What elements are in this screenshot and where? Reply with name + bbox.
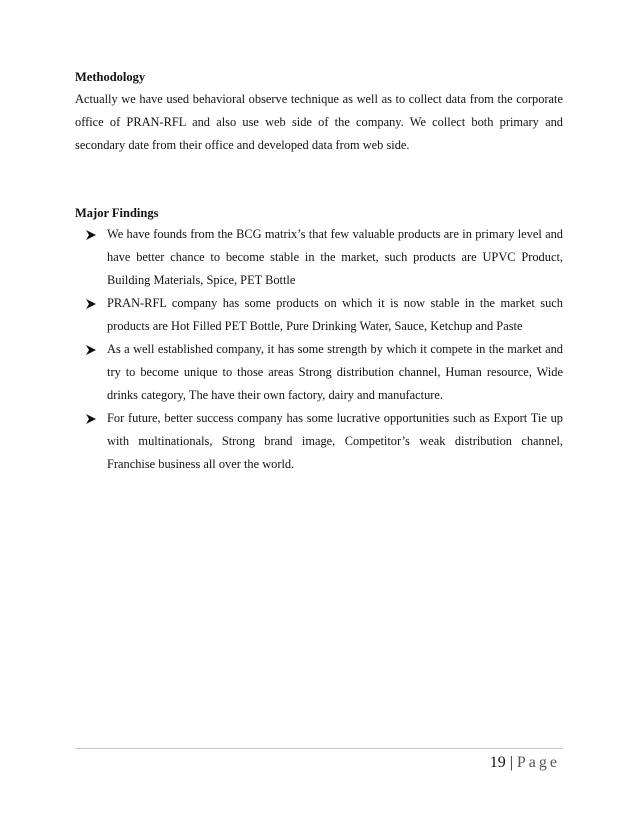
finding-text: As a well established company, it has some strength by which it compete in the market and try to become unique to those areas Strong distribution channel, Human resource, Wide drinks category, The have their own factory, dairy and manufacture.	[107, 342, 563, 402]
major-findings-heading: Major Findings	[75, 206, 159, 220]
arrowhead-bullet-icon	[85, 344, 97, 356]
finding-text: We have founds from the BCG matrix’s that few valuable products are in primary level and have better chance to become stable in the market, such products are UPVC Product, Building Materials, Spice, PET Bottle	[107, 227, 563, 287]
page-footer	[490, 753, 560, 773]
methodology-heading: Methodology	[75, 70, 146, 84]
page-number: 19	[489, 754, 506, 771]
page-separator: |	[509, 754, 513, 771]
arrowhead-bullet-icon	[85, 229, 97, 241]
finding-item	[75, 223, 563, 292]
finding-item	[75, 292, 563, 338]
arrowhead-bullet-icon	[85, 413, 97, 425]
finding-text: PRAN-RFL company has some products on which it is now stable in the market such products are Hot Filled PET Bottle, Pure Drinking Water, Sauce, Ketchup and Paste	[107, 296, 563, 333]
footer-divider	[75, 748, 563, 749]
major-findings-section	[75, 205, 563, 476]
finding-item	[75, 338, 563, 407]
finding-item	[75, 407, 563, 476]
findings-list	[75, 223, 563, 476]
finding-text: For future, better success company has some lucrative opportunities such as Export Tie up with multinationals, Strong brand image, Competitor’s weak distribution channel, Franchise business all over the world.	[107, 411, 563, 471]
page-label: Page	[516, 754, 560, 771]
methodology-section	[75, 69, 563, 157]
arrowhead-bullet-icon	[85, 298, 97, 310]
methodology-paragraph: Actually we have used behavioral observe technique as well as to collect data from the corporate office of PRAN-RFL and also use web side of the company. We collect both primary and secondary date from their office and developed data from web side.	[75, 92, 563, 152]
